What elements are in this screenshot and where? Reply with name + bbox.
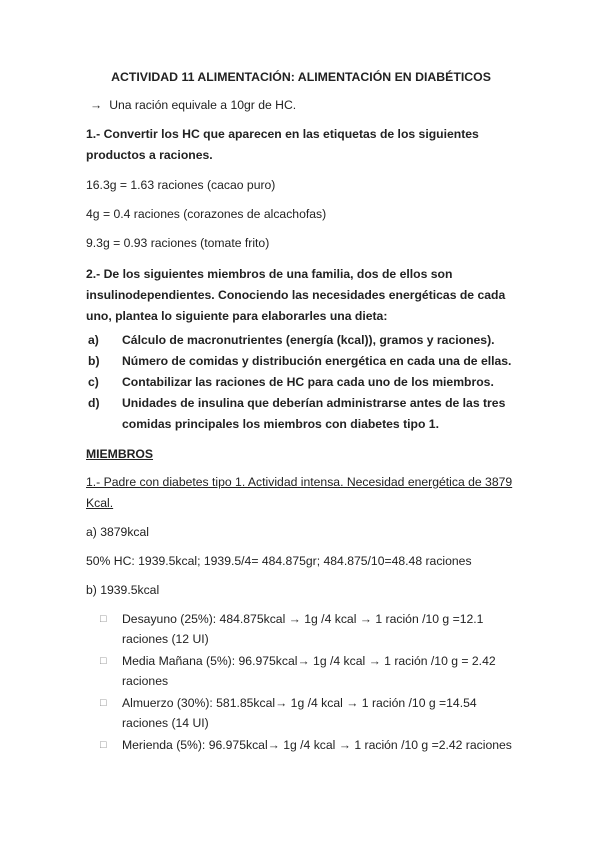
- list-item: [86, 330, 516, 351]
- intro-note: [90, 96, 516, 114]
- list-item-text: Cálculo de macronutrientes (energía (kcal)), gramos y raciones).: [122, 333, 495, 347]
- list-item: [100, 693, 516, 733]
- list-item: [86, 393, 516, 435]
- list-marker: c): [88, 375, 99, 389]
- calc-line: 50% HC: 1939.5kcal; 1939.5/4= 484.875gr; 484.875/10=48.48 raciones: [86, 554, 472, 568]
- list-item: [86, 372, 516, 393]
- list-item-text: Unidades de insulina que deberían administrarse antes de las tres comidas principales los miembros con diabetes tipo 1.: [122, 396, 506, 431]
- conversion-line: 4g = 0.4 raciones (corazones de alcachofas): [86, 207, 327, 221]
- question-2: 2.- De los siguientes miembros de una familia, dos de ellos son insulinodependientes. Conociendo las necesidades energéticas de cada uno, plantea lo siguiente para elaborarles una dieta:: [86, 267, 506, 323]
- document-page: [86, 68, 516, 757]
- list-marker: a): [88, 333, 99, 347]
- task-list: [86, 330, 516, 435]
- meal-list: [100, 609, 516, 755]
- list-item-text: Merienda (5%): 96.975kcal→ 1g /4 kcal → 1 ración /10 g =2.42 raciones: [122, 738, 512, 752]
- conversion-line: 16.3g = 1.63 raciones (cacao puro): [86, 178, 276, 192]
- list-item: [100, 609, 516, 649]
- checkbox-bullet-icon: □: [100, 697, 107, 709]
- conversion-line: 9.3g = 0.93 raciones (tomate frito): [86, 236, 270, 250]
- member-heading: 1.- Padre con diabetes tipo 1. Actividad intensa. Necesidad energética de 3879 Kcal.: [86, 475, 513, 510]
- intro-text: Una ración equivale a 10gr de HC.: [109, 98, 297, 112]
- arrow-right-icon: →: [90, 98, 103, 112]
- list-item-text: Contabilizar las raciones de HC para cada uno de los miembros.: [122, 375, 494, 389]
- list-item: [100, 735, 516, 755]
- list-item: [100, 651, 516, 691]
- calc-line: b) 1939.5kcal: [86, 583, 160, 597]
- question-1: 1.- Convertir los HC que aparecen en las etiquetas de los siguientes productos a raciones.: [86, 127, 479, 162]
- list-item-text: Número de comidas y distribución energética en cada una de ellas.: [122, 354, 512, 368]
- document-title: ACTIVIDAD 11 ALIMENTACIÓN: ALIMENTACIÓN EN DIABÉTICOS: [111, 70, 491, 84]
- section-heading-miembros: MIEMBROS: [86, 447, 154, 461]
- list-item-text: Desayuno (25%): 484.875kcal → 1g /4 kcal → 1 ración /10 g =12.1 raciones (12 UI): [122, 612, 484, 646]
- calc-line: a) 3879kcal: [86, 525, 150, 539]
- list-marker: b): [88, 354, 100, 368]
- list-item: [86, 351, 516, 372]
- checkbox-bullet-icon: □: [100, 655, 107, 667]
- list-item-text: Media Mañana (5%): 96.975kcal→ 1g /4 kcal → 1 ración /10 g = 2.42 raciones: [122, 654, 496, 688]
- checkbox-bullet-icon: □: [100, 613, 107, 625]
- checkbox-bullet-icon: □: [100, 739, 107, 751]
- list-item-text: Almuerzo (30%): 581.85kcal→ 1g /4 kcal → 1 ración /10 g =14.54 raciones (14 UI): [122, 696, 477, 730]
- list-marker: d): [88, 396, 100, 410]
